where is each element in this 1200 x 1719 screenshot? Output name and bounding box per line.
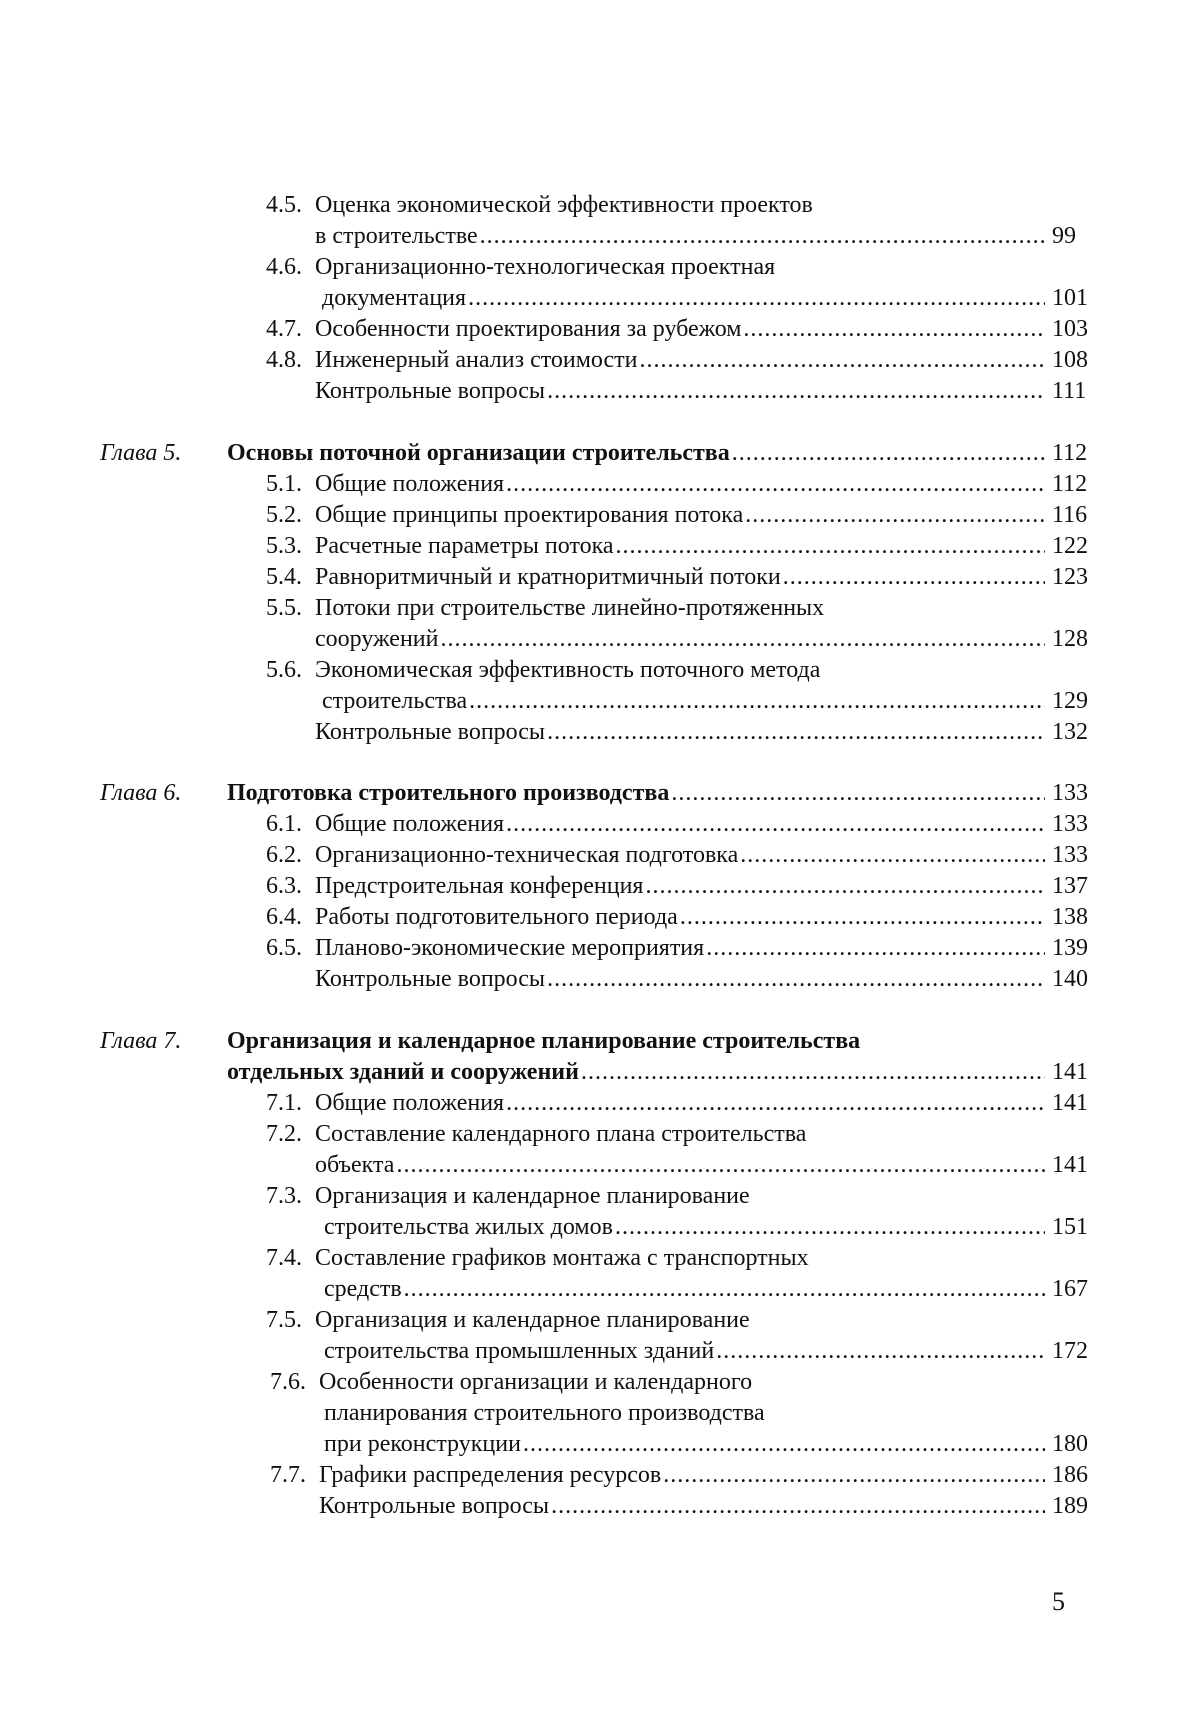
page-ref: 172 [1052, 1338, 1088, 1364]
dot-leader [440, 624, 1045, 655]
section-title: строительства жилых домов ..... [324, 1212, 1045, 1243]
toc-entry [0, 1336, 1200, 1367]
toc-entry [0, 871, 1200, 902]
toc-entry [0, 252, 1200, 283]
toc-entry [0, 1119, 1200, 1150]
dot-leader [615, 1212, 1045, 1243]
dot-leader [745, 500, 1045, 531]
toc-entry [0, 1429, 1200, 1460]
section-title: при реконструкции ..... [324, 1429, 1045, 1460]
section-title: Контрольные вопросы ..... [315, 964, 1045, 995]
toc-entry [0, 933, 1200, 964]
page-ref: 167 [1052, 1276, 1088, 1302]
page-ref: 112 [1052, 471, 1088, 497]
section-title: Графики распределения ресурсов ..... [319, 1460, 1045, 1491]
toc-entry [0, 686, 1200, 717]
dot-leader [640, 345, 1046, 376]
section-title: Организация и календарное планирование [315, 1183, 750, 1209]
dot-leader [523, 1429, 1045, 1460]
toc-entry [0, 1491, 1200, 1522]
toc-entry [0, 717, 1200, 748]
dot-leader [480, 221, 1045, 252]
section-title: строительства ..... [322, 686, 1045, 717]
toc-entry [0, 190, 1200, 221]
chapter-entry [0, 1057, 1200, 1088]
section-title: Потоки при строительстве линейно-протяженных [315, 595, 825, 621]
section-title: Организационно-технологическая проектная [315, 254, 776, 280]
section-number: 7.3. [266, 1183, 302, 1209]
dot-leader [716, 1336, 1045, 1367]
section-number: 5.1. [266, 471, 302, 497]
section-title: Составление графиков монтажа с транспортных [315, 1245, 809, 1271]
section-number: 4.7. [266, 316, 302, 342]
section-title: планирования строительного производства [324, 1400, 765, 1426]
dot-leader [680, 902, 1045, 933]
section-number: 7.1. [266, 1090, 302, 1116]
page-ref: 122 [1052, 533, 1088, 559]
section-title: Равноритмичный и кратноритмичный потоки ..... [315, 562, 1045, 593]
chapter-entry [0, 778, 1200, 809]
toc-entry [0, 593, 1200, 624]
dot-leader [506, 809, 1045, 840]
toc-entry [0, 1150, 1200, 1181]
section-title: Особенности проектирования за рубежом ..... [315, 314, 1045, 345]
dot-leader [547, 964, 1045, 995]
section-title: Планово-экономические мероприятия ..... [315, 933, 1045, 964]
dot-leader [468, 283, 1045, 314]
chapter-entry [0, 1026, 1200, 1057]
page-ref: 141 [1052, 1152, 1088, 1178]
section-number: 7.4. [266, 1245, 302, 1271]
toc-entry [0, 1181, 1200, 1212]
toc-entry [0, 562, 1200, 593]
section-title: Общие положения ..... [315, 469, 1045, 500]
section-title: Общие положения ..... [315, 809, 1045, 840]
page-ref: 111 [1052, 378, 1087, 404]
toc-entry [0, 809, 1200, 840]
section-title: сооружений ..... [315, 624, 1045, 655]
page-ref: 141 [1052, 1090, 1088, 1116]
toc-entry [0, 1305, 1200, 1336]
page-ref: 189 [1052, 1493, 1088, 1519]
dot-leader [404, 1274, 1045, 1305]
page-ref: 133 [1052, 811, 1088, 837]
page-ref: 186 [1052, 1462, 1088, 1488]
chapter-label: Глава 6. [100, 780, 182, 806]
page-ref: 141 [1052, 1059, 1088, 1085]
page-ref: 138 [1052, 904, 1088, 930]
toc-entry [0, 469, 1200, 500]
page-ref: 132 [1052, 719, 1088, 745]
toc-entry [0, 1243, 1200, 1274]
toc-entry [0, 1088, 1200, 1119]
dot-leader [506, 469, 1045, 500]
page-ref: 112 [1052, 440, 1088, 466]
page-ref: 116 [1052, 502, 1088, 528]
section-number: 7.6. [270, 1369, 306, 1395]
dot-leader [671, 778, 1045, 809]
page-ref: 139 [1052, 935, 1088, 961]
section-number: 7.7. [270, 1462, 306, 1488]
page-ref: 128 [1052, 626, 1088, 652]
section-title: Организационно-техническая подготовка ..... [315, 840, 1045, 871]
section-title: Общие принципы проектирования потока ..... [315, 500, 1045, 531]
dot-leader [469, 686, 1045, 717]
section-title: средств ..... [324, 1274, 1045, 1305]
toc-entry [0, 283, 1200, 314]
section-number: 6.2. [266, 842, 302, 868]
toc-entry [0, 1460, 1200, 1491]
toc-entry [0, 345, 1200, 376]
toc-entry [0, 1212, 1200, 1243]
dot-leader [783, 562, 1045, 593]
section-title: Работы подготовительного периода ..... [315, 902, 1045, 933]
section-number: 6.4. [266, 904, 302, 930]
dot-leader [732, 438, 1045, 469]
dot-leader [396, 1150, 1045, 1181]
page-ref: 99 [1052, 223, 1076, 249]
page-ref: 180 [1052, 1431, 1088, 1457]
page-ref: 103 [1052, 316, 1088, 342]
page-ref: 101 [1052, 285, 1088, 311]
toc-entry [0, 964, 1200, 995]
page-ref: 133 [1052, 780, 1088, 806]
dot-leader [547, 717, 1045, 748]
section-title: Контрольные вопросы ..... [315, 717, 1045, 748]
chapter-title: Организация и календарное планирование строительства [227, 1028, 861, 1054]
section-number: 4.8. [266, 347, 302, 373]
dot-leader [706, 933, 1045, 964]
section-title: Инженерный анализ стоимости ..... [315, 345, 1045, 376]
section-number: 5.2. [266, 502, 302, 528]
section-number: 6.5. [266, 935, 302, 961]
chapter-title: отдельных зданий и сооружений ..... [227, 1057, 1045, 1088]
section-number: 5.4. [266, 564, 302, 590]
section-number: 5.3. [266, 533, 302, 559]
toc-entry [0, 1274, 1200, 1305]
page-ref: 129 [1052, 688, 1088, 714]
toc-entry [0, 902, 1200, 933]
section-title: Предстроительная конференция ..... [315, 871, 1045, 902]
chapter-entry [0, 438, 1200, 469]
dot-leader [551, 1491, 1045, 1522]
page-ref: 151 [1052, 1214, 1088, 1240]
section-title: Контрольные вопросы ..... [319, 1491, 1045, 1522]
chapter-label: Глава 7. [100, 1028, 182, 1054]
section-title: Общие положения ..... [315, 1088, 1045, 1119]
section-number: 4.5. [266, 192, 302, 218]
dot-leader [616, 531, 1045, 562]
section-number: 5.6. [266, 657, 302, 683]
toc-entry [0, 376, 1200, 407]
section-title: строительства промышленных зданий ..... [324, 1336, 1045, 1367]
dot-leader [547, 376, 1045, 407]
dot-leader [743, 314, 1045, 345]
toc-entry [0, 221, 1200, 252]
section-title: Особенности организации и календарного [319, 1369, 753, 1395]
page-ref: 140 [1052, 966, 1088, 992]
dot-leader [581, 1057, 1045, 1088]
chapter-label: Глава 5. [100, 440, 182, 466]
section-number: 6.1. [266, 811, 302, 837]
section-title: Организация и календарное планирование [315, 1307, 750, 1333]
section-number: 7.5. [266, 1307, 302, 1333]
section-number: 5.5. [266, 595, 302, 621]
dot-leader [663, 1460, 1045, 1491]
section-title: Расчетные параметры потока ..... [315, 531, 1045, 562]
toc-entry [0, 1398, 1200, 1429]
section-number: 4.6. [266, 254, 302, 280]
toc-entry [0, 500, 1200, 531]
section-title: Экономическая эффективность поточного метода [315, 657, 821, 683]
page-ref: 137 [1052, 873, 1088, 899]
dot-leader [645, 871, 1045, 902]
toc-entry [0, 655, 1200, 686]
dot-leader [740, 840, 1045, 871]
toc-entry [0, 314, 1200, 345]
chapter-title: Подготовка строительного производства ..... [227, 778, 1045, 809]
page-ref: 133 [1052, 842, 1088, 868]
chapter-title: Основы поточной организации строительства ..... [227, 438, 1045, 469]
page-ref: 123 [1052, 564, 1088, 590]
section-title: Контрольные вопросы ..... [315, 376, 1045, 407]
section-title: Составление календарного плана строительства [315, 1121, 807, 1147]
toc-entry [0, 840, 1200, 871]
section-title: документация ..... [322, 283, 1045, 314]
toc-entry [0, 1367, 1200, 1398]
section-number: 6.3. [266, 873, 302, 899]
section-title: объекта ..... [315, 1150, 1045, 1181]
toc-entry [0, 624, 1200, 655]
section-number: 7.2. [266, 1121, 302, 1147]
section-title: в строительстве ..... [315, 221, 1045, 252]
dot-leader [506, 1088, 1045, 1119]
toc-entry [0, 531, 1200, 562]
page-ref: 108 [1052, 347, 1088, 373]
section-title: Оценка экономической эффективности проектов [315, 192, 813, 218]
page-number: 5 [1052, 1587, 1065, 1616]
